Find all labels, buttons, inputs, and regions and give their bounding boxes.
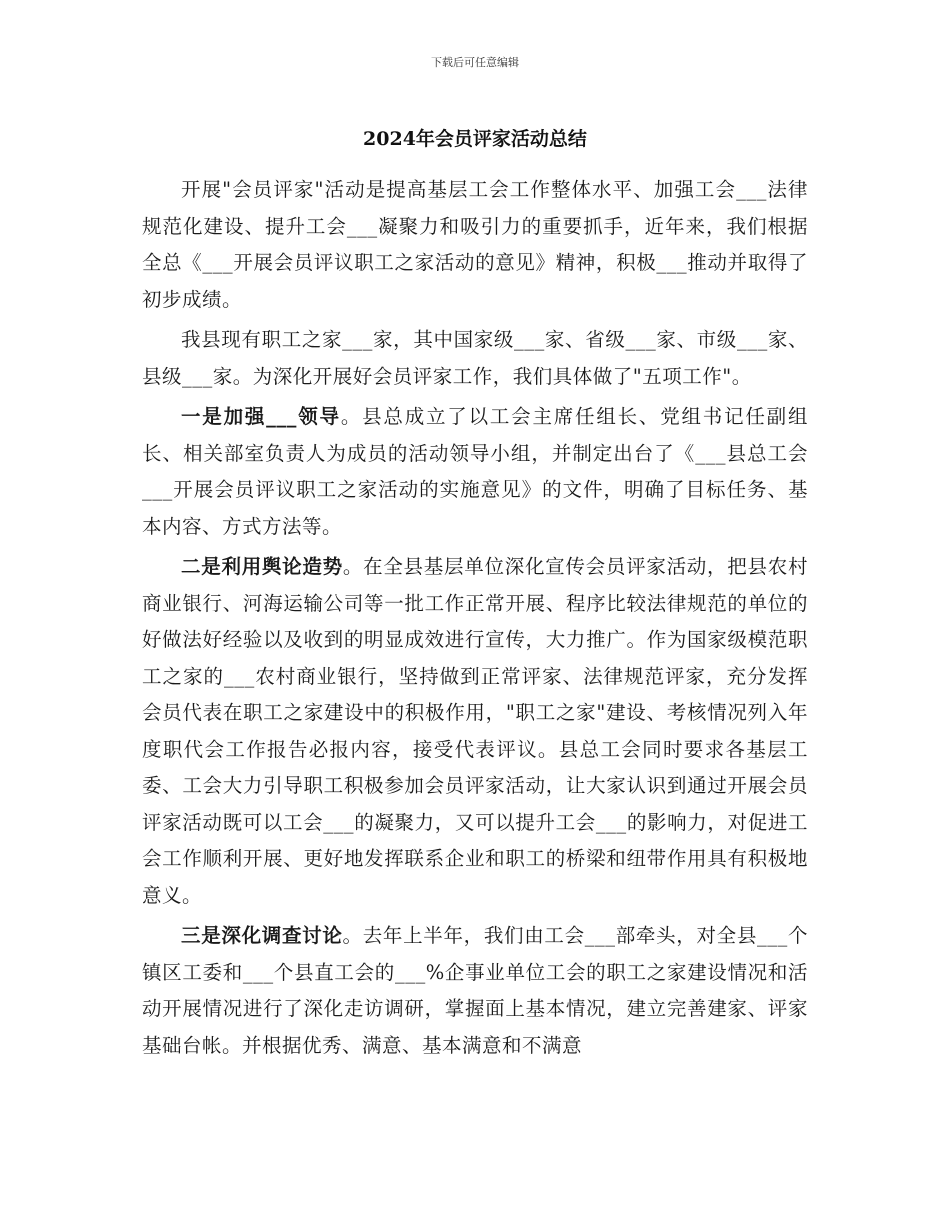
paragraph-lead: 三是深化调查讨论 — [181, 924, 343, 947]
paragraph-item-1 — [142, 399, 808, 545]
paragraph-text: 。去年上半年，我们由工会___部牵头，对全县___个镇区工委和___个县直工会的___%企事业单位工会的职工之家建设情况和活动开展情况进行了深化走访调研，掌握面上基本情况，建立完善建家、评家基础台帐。并根据优秀、满意、基本满意和不满意 — [142, 924, 808, 1057]
paragraph-lead: 二是利用舆论造势 — [181, 555, 343, 578]
document-title: 2024年会员评家活动总结 — [363, 128, 587, 150]
paragraph-item-3 — [142, 918, 808, 1064]
paragraph-intro — [142, 172, 808, 318]
paragraph-text: 开展"会员评家"活动是提高基层工会工作整体水平、加强工会___法律规范化建设、提升工会___凝聚力和吸引力的重要抓手，近年来，我们根据全总《___开展会员评议职工之家活动的意见》精神，积极___推动并取得了初步成绩。 — [142, 178, 808, 311]
paragraph-text: 。在全县基层单位深化宣传会员评家活动，把县农村商业银行、河海运输公司等一批工作正常开展、程序比较法律规范的单位的好做法好经验以及收到的明显成效进行宣传，大力推广。作为国家级模范职工之家的___农村商业银行，坚持做到正常评家、法律规范评家，充分发挥会员代表在职工之家建设中的积极作用，"职工之家"建设、考核情况列入年度职代会工作报告必报内容，接受代表评议。县总工会同时要求各基层工委、工会大力引导职工积极参加会员评家活动，让大家认识到通过开展会员评家活动既可以工会___的凝聚力，又可以提升工会___的影响力，对促进工会工作顺利开展、更好地发挥联系企业和职工的桥梁和纽带作用具有积极地意义。 — [142, 555, 808, 907]
paragraph-text: 我县现有职工之家___家，其中国家级___家、省级___家、市级___家、县级___家。为深化开展好会员评家工作，我们具体做了"五项工作"。 — [142, 328, 808, 388]
paragraph-text: 。县总成立了以工会主席任组长、党组书记任副组长、相关部室负责人为成员的活动领导小组，并制定出台了《___县总工会___开展会员评议职工之家活动的实施意见》的文件，明确了目标任务、基本内容、方式方法等。 — [142, 405, 808, 538]
document-body — [142, 172, 808, 1068]
header-note: 下载后可任意编辑 — [431, 56, 519, 69]
paragraph-item-2 — [142, 549, 808, 914]
paragraph-lead: 一是加强___领导 — [181, 405, 341, 428]
paragraph-overview — [142, 322, 808, 395]
